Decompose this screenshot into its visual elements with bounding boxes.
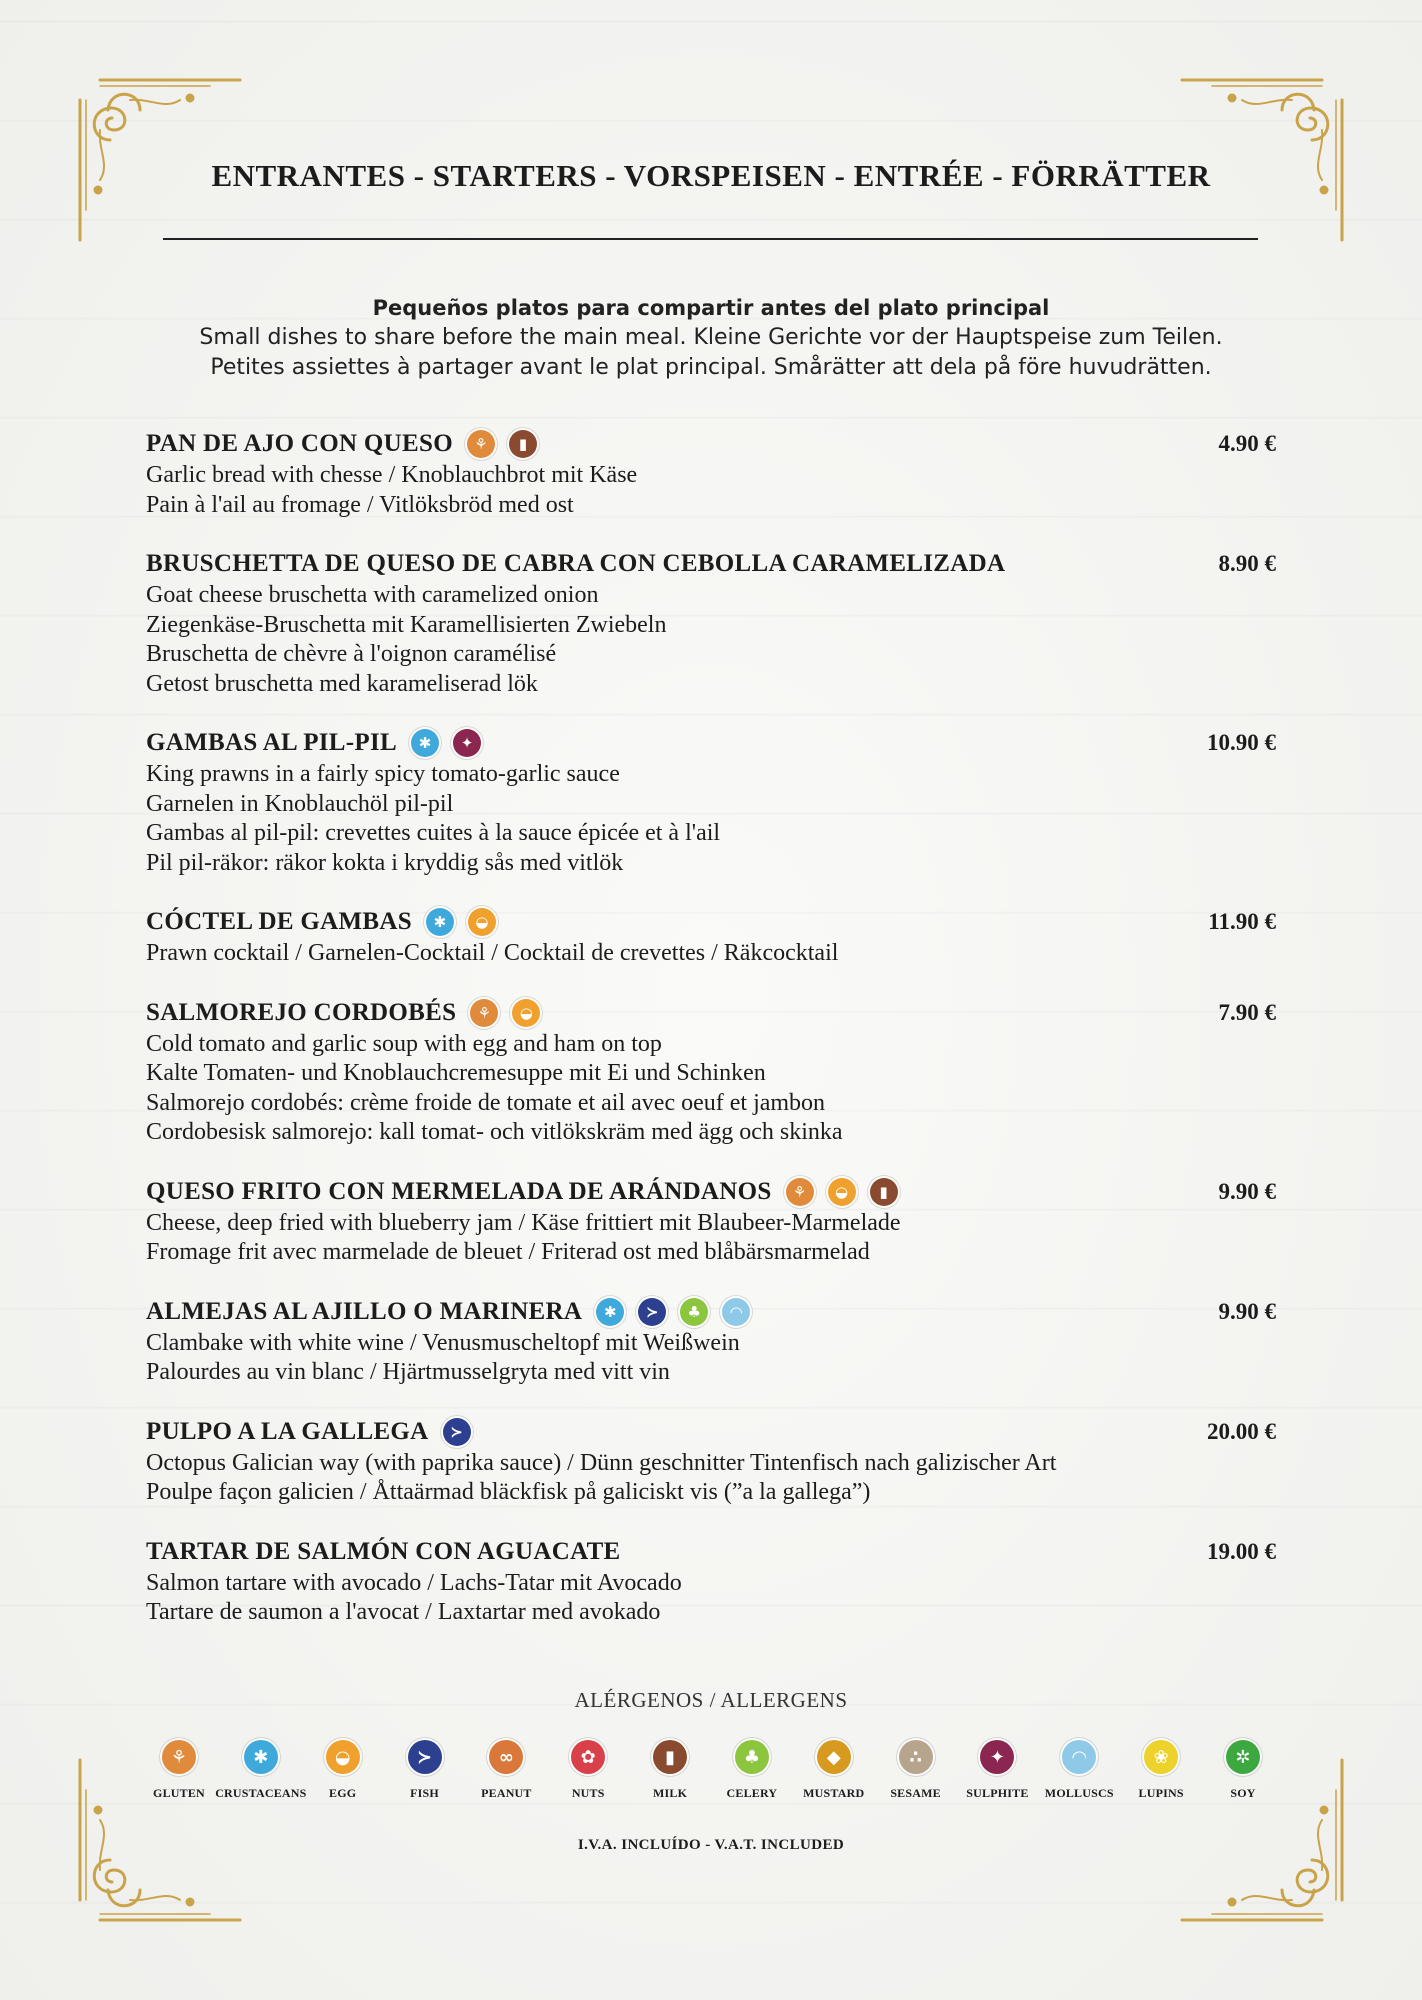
allergen-legend-gluten — [141, 1740, 217, 1801]
intro-line-spanish: Pequeños platos para compartir antes del plato principal — [372, 296, 1050, 320]
shell-icon: ◠ — [722, 1298, 750, 1326]
menu-item-name: PAN DE AJO CON QUESO — [146, 430, 453, 457]
menu-item — [146, 427, 1276, 520]
egg-icon: ◒ — [326, 1740, 360, 1774]
menu-item-price: 8.90 € — [1218, 551, 1276, 576]
allergen-label: LUPINS — [1138, 1786, 1184, 1800]
menu-item-header — [146, 1295, 1276, 1329]
menu-item-name: QUESO FRITO CON MERMELADA DE ARÁNDANOS — [146, 1177, 772, 1205]
menu-item-name: BRUSCHETTA DE QUESO DE CABRA CON CEBOLLA CARAMELIZADA — [146, 550, 1006, 577]
menu-item-description: Pil pil-räkor: räkor kokta i kryddig sås med vitlök — [146, 849, 624, 876]
fish-icon: ≻ — [408, 1740, 442, 1774]
menu-item — [146, 905, 1276, 969]
egg-icon: ◒ — [468, 908, 496, 936]
allergen-legend — [141, 1740, 1281, 1801]
lupin-icon: ❀ — [1144, 1740, 1178, 1774]
menu-item — [146, 1535, 1276, 1628]
allergen-legend-crustaceans — [215, 1740, 307, 1801]
nut-icon: ✿ — [571, 1740, 605, 1774]
menu-item-name: SALMOREJO CORDOBÉS — [146, 998, 457, 1026]
allergen-legend-peanut — [468, 1740, 544, 1801]
allergen-label: MILK — [652, 1786, 688, 1800]
menu-item-price: 11.90 € — [1208, 909, 1276, 934]
menu-item-description: Salmon tartare with avocado / Lachs-Tatar mit Avocado — [146, 1569, 682, 1596]
peanut-icon: ∞ — [489, 1740, 523, 1774]
menu-item-allergen-icons — [443, 1418, 485, 1446]
milk-icon: ▮ — [653, 1740, 687, 1774]
intro-line-french-swedish: Petites assiettes à partager avant le plat principal. Smårätter att dela på före huvudrätten. — [210, 355, 1212, 380]
menu-item-header — [146, 726, 1276, 760]
menu-item-name-group — [146, 1418, 485, 1446]
menu-item-header — [146, 1415, 1276, 1449]
menu-item-name-group — [146, 1298, 764, 1326]
menu-item-allergen-icons — [596, 1298, 764, 1326]
allergen-label: CELERY — [726, 1786, 778, 1800]
sulphite-icon: ✦ — [980, 1740, 1014, 1774]
menu-item-description: Octopus Galician way (with paprika sauce) / Dünn geschnitter Tintenfisch nach galizischer Art — [146, 1449, 1057, 1476]
menu-item-price: 9.90 € — [1218, 1298, 1276, 1324]
menu-item-price: 20.00 € — [1207, 1418, 1276, 1444]
menu-item-description: Kalte Tomaten- und Knoblauchcremesuppe mit Ei und Schinken — [146, 1060, 766, 1086]
menu-item-description: Bruschetta de chèvre à l'oignon caramélisé — [146, 641, 557, 667]
menu-item-allergen-icons — [786, 1178, 912, 1206]
egg-icon: ◒ — [828, 1178, 856, 1206]
menu-item-description: Cheese, deep fried with blueberry jam / Käse frittiert mit Blaubeer-Marmelade — [146, 1209, 901, 1236]
menu-item-name-group — [146, 1178, 912, 1206]
menu-item-name-group — [146, 550, 1005, 578]
allergen-label: MOLLUSCS — [1044, 1786, 1114, 1800]
wheat-icon: ⚘ — [467, 430, 495, 458]
allergen-legend-mustard — [796, 1740, 872, 1801]
crab-icon: ✱ — [426, 908, 454, 936]
menu-item-description: Fromage frit avec marmelade de bleuet / Friterad ost med blåbärsmarmelad — [146, 1239, 870, 1265]
menu-item — [146, 1295, 1276, 1388]
menu-item — [146, 1415, 1276, 1508]
menu-item-header — [146, 1535, 1276, 1569]
menu-item-name: PULPO A LA GALLEGA — [146, 1417, 429, 1445]
celery-icon: ♣ — [735, 1740, 769, 1774]
allergen-legend-sesame — [878, 1740, 954, 1801]
allergen-label: NUTS — [571, 1786, 605, 1800]
menu-item-price: 9.90 € — [1218, 1178, 1276, 1204]
allergen-label: GLUTEN — [153, 1786, 205, 1800]
menu-item-name-group — [146, 999, 554, 1027]
menu-item-description: Ziegenkäse-Bruschetta mit Karamellisierten Zwiebeln — [146, 611, 667, 638]
menu-item-description: Cordobesisk salmorejo: kall tomat- och vitlökskräm med ägg och skinka — [146, 1119, 843, 1145]
menu-item — [146, 547, 1276, 699]
menu-item-price: 7.90 € — [1218, 999, 1276, 1025]
menu-item-description: Tartare de saumon a l'avocat / Laxtartar med avokado — [146, 1599, 661, 1625]
menu-item — [146, 1175, 1276, 1268]
allergens-title: ALÉRGENOS / ALLERGENS — [574, 1688, 848, 1712]
sesame-icon: ∴ — [899, 1740, 933, 1774]
allergen-legend-fish — [387, 1740, 463, 1801]
menu-item-description: Getost bruschetta med karameliserad lök — [146, 670, 538, 697]
menu-item-description: Clambake with white wine / Venusmuscheltopf mit Weißwein — [146, 1329, 740, 1356]
menu-item-header — [146, 1175, 1276, 1209]
menu-item-name: GAMBAS AL PIL-PIL — [146, 729, 397, 756]
menu-list — [146, 427, 1276, 1655]
soy-icon: ✲ — [1226, 1740, 1260, 1774]
allergen-label: CRUSTACEANS — [215, 1786, 307, 1800]
menu-item-description: King prawns in a fairly spicy tomato-garlic sauce — [146, 761, 620, 787]
crab-icon: ✱ — [244, 1740, 278, 1774]
allergen-legend-lupins — [1123, 1740, 1199, 1801]
celery-icon: ♣ — [680, 1298, 708, 1326]
allergen-label: MUSTARD — [803, 1786, 865, 1800]
menu-item-description: Pain à l'ail au fromage / Vitlöksbröd med ost — [146, 491, 574, 518]
mustard-icon: ◆ — [817, 1740, 851, 1774]
menu-item-price: 19.00 € — [1207, 1538, 1276, 1564]
menu-item-description: Goat cheese bruschetta with caramelized onion — [146, 582, 599, 608]
menu-item-name-group — [146, 908, 510, 936]
menu-item — [146, 726, 1276, 878]
allergen-legend-molluscs — [1041, 1740, 1117, 1801]
menu-item — [146, 996, 1276, 1148]
menu-item-price: 4.90 € — [1218, 431, 1276, 456]
allergen-label: SOY — [1230, 1786, 1256, 1800]
crab-icon: ✱ — [596, 1298, 624, 1326]
menu-item-description: Cold tomato and garlic soup with egg and ham on top — [146, 1030, 662, 1057]
fish-icon: ≻ — [443, 1418, 471, 1446]
menu-item-description: Gambas al pil-pil: crevettes cuites à la sauce épicée et à l'ail — [146, 820, 721, 846]
menu-item-name: TARTAR DE SALMÓN CON AGUACATE — [146, 1537, 621, 1565]
milk-icon: ▮ — [509, 430, 537, 458]
wheat-icon: ⚘ — [162, 1740, 196, 1774]
wheat-icon: ⚘ — [470, 999, 498, 1027]
menu-item-name: ALMEJAS AL AJILLO O MARINERA — [146, 1297, 583, 1325]
menu-item-name-group — [146, 430, 551, 458]
menu-item-description: Garnelen in Knoblauchöl pil-pil — [146, 790, 454, 817]
menu-item-name-group — [146, 729, 495, 757]
menu-item-header — [146, 996, 1276, 1030]
intro-line-english-german: Small dishes to share before the main meal. Kleine Gerichte vor der Hauptspeise zum Teilen. — [199, 325, 1223, 350]
menu-item-allergen-icons — [470, 999, 554, 1027]
allergen-legend-milk — [632, 1740, 708, 1801]
menu-item-header — [146, 547, 1276, 581]
allergen-label: PEANUT — [481, 1786, 532, 1800]
crab-icon: ✱ — [411, 729, 439, 757]
allergen-label: SESAME — [890, 1786, 941, 1800]
menu-item-description: Garlic bread with chesse / Knoblauchbrot mit Käse — [146, 462, 638, 488]
menu-item-header — [146, 427, 1276, 461]
menu-item-header — [146, 905, 1276, 939]
allergen-legend-celery — [714, 1740, 790, 1801]
fish-icon: ≻ — [638, 1298, 666, 1326]
intro-text — [0, 293, 1422, 383]
milk-icon: ▮ — [870, 1178, 898, 1206]
allergen-label: EGG — [329, 1786, 357, 1800]
sulphite-icon: ✦ — [453, 729, 481, 757]
menu-item-name-group — [146, 1538, 621, 1566]
allergen-legend-sulphite — [959, 1740, 1035, 1801]
menu-item-description: Salmorejo cordobés: crème froide de tomate et ail avec oeuf et jambon — [146, 1089, 826, 1116]
menu-item-price: 10.90 € — [1207, 730, 1276, 755]
allergen-legend-soy — [1205, 1740, 1281, 1801]
menu-item-allergen-icons — [467, 430, 551, 458]
allergen-legend-egg — [305, 1740, 381, 1801]
allergen-legend-nuts — [550, 1740, 626, 1801]
menu-item-allergen-icons — [426, 908, 510, 936]
vat-footer: I.V.A. INCLUÍDO - V.A.T. INCLUDED — [577, 1837, 845, 1853]
menu-item-description: Poulpe façon galicien / Åttaärmad bläckfisk på galiciskt vis (”a la gallega”) — [146, 1479, 871, 1505]
allergen-label: FISH — [410, 1786, 439, 1800]
page-title: ENTRANTES - STARTERS - VORSPEISEN - ENTRÉE - FÖRRÄTTER — [211, 158, 1211, 193]
menu-item-allergen-icons — [411, 729, 495, 757]
egg-icon: ◒ — [512, 999, 540, 1027]
wheat-icon: ⚘ — [786, 1178, 814, 1206]
shell-icon: ◠ — [1062, 1740, 1096, 1774]
menu-item-description: Palourdes au vin blanc / Hjärtmusselgryta med vitt vin — [146, 1359, 670, 1385]
title-divider — [163, 238, 1258, 240]
allergen-label: SULPHITE — [966, 1786, 1029, 1800]
menu-item-description: Prawn cocktail / Garnelen-Cocktail / Cocktail de crevettes / Räkcocktail — [146, 940, 839, 966]
menu-item-name: CÓCTEL DE GAMBAS — [146, 908, 412, 935]
